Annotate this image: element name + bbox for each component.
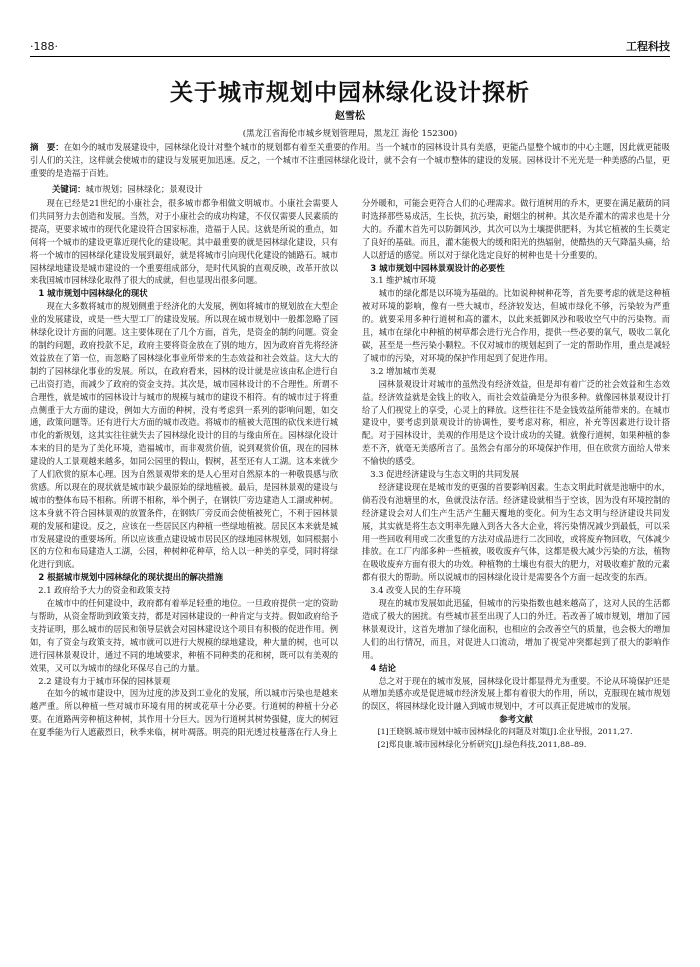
subsection-heading: 3.3 促进经济建设与生态文明的共同发展 [370,469,519,480]
body-paragraph: 经济建设现在是城市发的更强的首要影响因素。生态文明此时就是池塘中的水，倘若没有池塘里的水，鱼就没法存活。经济建设就相当于空该，因为没有环境控制的经济建设会对人们生产生活产生翻天覆地的变化。何为生态文明与经济建设共同发展，其实就是将生态文明率先融入到各大各大企业，将污染情况减少到最低，可以采用一些回收利用或二次重复的方法对成品进行二次回收，或将废弃物回收，气体减少排放。在工厂内部多种一些植被，吸收废弃气体，这都是极大减少污染的方法，植物在吸收废弃方面有很大的功效。种植物的土壤也有很大的肥力，对吸收难扩散的元素都有很大的帮助。所以说城市的园林绿化设计是需要各个方面一起改变的东西。 [362,481,670,583]
keywords-text: 城市规划；园林绿化；景观设计 [85,184,203,194]
body-paragraph: 现在已经是21世纪的小康社会，很多城市都争相做文明城市。小康社会需要人们共同努力去创造和发展。当然，对于小康社会的成功构建，不仅仅需要人民素质的提高，更要求城市的现代化建设符合国家标准，造福于人民。这就是所说的重点，如何将一个城市的建设更靠近现代化的建设呢。其中最重要的就是园林绿化建设，只有将一个城市的园林绿化建设发展到最好，就是将城市引向现代化建设的铺路石。城市园林绿地建设是城市建设的一个重要组成部分，是时代风貌的直观反映，改革开放以来我国城市园林绿化取得了很大的成就，但也显现出很多问题。 [30,198,338,286]
article-title: 关于城市规划中园林绿化设计探析 [170,80,530,106]
page-number: ·188· [30,40,58,53]
subsection-heading: 2.2 建设有力于城市环保的园林景观 [38,675,171,686]
body-paragraph: 城市的绿化都是以环境为基础的。比如说种树种花等，首先要考虑的就是这种植被对环境的影响，像有一些大城市，经济较发达，但城市绿化不够，污染较为严重的。就要采用多种行道树和高的灌木，以此来抵御风沙和吸收空气中的污染物。而且，城市在绿化中种植的树草都会进行光合作用，提供一些必要的氧气，吸收二氧化碳，甚至是一些污染小颗粒。不仅对城市的规划起到了一定的帮助作用，重点是减轻了城市的污染，对环境的保护作用起到了促进作用。 [362,288,670,363]
running-header [30,36,670,57]
reference-item: [2]郑良康.城市园林绿化分析研究[J].绿色科技,2011,88–89. [377,739,587,749]
journal-section: 工程科技 [626,40,670,53]
body-paragraph: 现在的城市发展如此迅猛，但城市的污染指数也越来越高了，这对人民的生活都造成了极大的困扰。有些城市甚至出现了人口的外迁。若改善了城市规划，增加了园林景观设计，这首先增加了绿化面积，也相应的会改善空气的质量，也会极大的增加人们的出行情况，而且，对促进人口流动，增加了视觉冲突都起到了很大的影响作用。 [362,598,670,660]
article-author: 赵雪松 [335,111,365,122]
section-heading: 2 根据城市规划中园林绿化的现状提出的解决措施 [38,572,224,583]
section-heading: 3 城市规划中园林景观设计的必要性 [370,262,505,273]
author-affiliation: (黑龙江省海伦市城乡规划管理局，黑龙江 海伦 152300) [242,129,458,139]
subsection-heading: 3.2 增加城市美观 [370,365,436,376]
subsection-heading: 3.1 维护城市环境 [370,275,436,286]
body-paragraph: 在城市中的任何建设中，政府都有着举足轻重的地位。一旦政府提供一定的资助与帮助，从资金帮助到政策支持，都是对园林建设的一种肯定与支持。假如政府给予支持证明，那么城市的居民和领导层就会对园林建设这个项目有积极的促进作用。例如，有了资金与政策支持，城市就可以进行大规模的绿地建设，种大量的树，也可以进行园林景观设计，通过不同的地域要求，种植不同种类的花和树，既可以有美观的效果，又可以为城市的绿化环保尽自己的力量。 [30,598,338,673]
subsection-heading: 2.1 政府给予大力的资金和政策支持 [38,585,171,596]
section-heading: 1 城市规划中园林绿化的现状 [38,288,148,299]
abstract-label: 摘 要： [30,142,64,152]
keywords [52,183,670,196]
body-paragraph: 分外暖和，可能会更符合人们的心理需求。做行道树用的乔木，更要在满足蔽荫的同时选择那些易成活，生长快，抗污染，耐烟尘的树种。其次是乔灌木的需求也是十分大的。乔灌木首先可以防御风沙，其次可以为土壤提供肥料，为其它植被的生长奠定了良好的基础。而且，灌木能极大的缓和阳光的热辐射，使酷热的天气降温头痛，给人以舒适的感觉。所以对于绿化选定良好的树种也是十分重要的。 [362,198,670,260]
body-column-right [362,197,670,751]
body-paragraph: 现在大多数将城市的规划侧重于经济化的大发展，例如将城市的规划放在大型企业的发展建设，或是一些大型工厂的建设发展。所以现在城市规划中一般都忽略了园林绿化设计方面的问题。这主要体现在了几个方面，首先，是资金的制约问题。资金的制约问题，政府投款不足，政府主要将资金放在了别的地方，因为政府首先将经济效益放在了第一位，而忽略了园林绿化事业所带来的生态效益和社会效益。这大大的制约了园林绿化事业的发展。所以，在政府看来，园林的设计就是应该由私企进行自己出资打造，而减少了政府的资金支持。其次是，城市园林设计的不合理性。所谓不合理性，就是城市的园林设计与城市的规模与城市的建设不相符。有的城市过于将重点侧重于大方面的建设，例如大方面的种树，没有考虑到一系列的影响问题，如交通，政策问题等。还有进行大方面的城市改造。将城市的植被大范围的砍伐来进行城市化的新规划，这其实往往就失去了园林绿化设计的目的与缘由所在。园林绿化设计本来的目的是为了美化环境，造福城市，而非观赏价值，说到观赏价值，现在的园林建设的人工景观越来越多，如同公园里的假山，假树，甚至还有人工湖。这本来就少了人们欣赏的原本心理。因为自然景观带来的是人心里对自然原本的一种敬畏感与欣赏感。所以现在的现状就是城市缺少最原始的绿地植被。最后，是园林景观的建设与城市的整体布局不相称。所谓不相称，举个例子，在钢铁厂旁边建造人工湖或种树。这本身就不符合园林景观的放置条件，在钢铁厂旁反而会使植被死亡，不利于园林景观的发展和建设。反之，应该在一些居民区内种植一些绿地植被。居民区本来就是城市发展建设的重要场所。所以应该重点建设城市居民区的绿地园林规划，如同根据小区的方位和布局建造人工湖，公园，种树种花种草，给人以一种美的享受，同时将绿化进行到底。 [30,301,338,570]
section-heading: 4 结论 [370,662,396,673]
body-paragraph: 园林景观设计对城市的虽然没有经济效益，但是却有着广泛的社会效益和生态效益。经济效益就是金钱上的收入，而社会效益确是分为很多种。就像园林景观设计打给了人们视觉上的享受，心灵上的释放。这些往往不是金钱效益所能带来的。在城市建设中，要考虑到景观设计的协调性，要考虑对称，相应，补充等因素进行设计搭配。对于园林设计，美观的作用是这个设计成功的关键。就像行道树，如果种植的参差不齐，就毫无美感所言了。虽然会有部分的环境保护作用，但在欣赏方面给人带来不愉快的感受。 [362,378,670,467]
abstract-text: 在如今的城市发展建设中，园林绿化设计对整个城市的规划都有着至关重要的作用。当一个城市的园林设计具有美感，更能凸显整个城市的中心主题，因此就更能吸引人们的关注，这样就会使城市的建设与发展更加迅速。反之，一个城市不注重园林绿化设计，就不会有一个城市整体的建设的发展。园林设计不光光是一种美感的凸显，更重要的是造福于百姓。 [30,142,670,178]
keywords-label: 关键词： [52,184,86,194]
subsection-heading: 3.4 改变人民的生存环境 [370,585,461,596]
abstract [30,141,670,180]
body-column-left [30,197,338,739]
body-paragraph: 在如今的城市建设中，因为过度的涉及到工业化的发展，所以城市污染也是越来越严重。所以种植一些对城市环境有用的树或花草十分必要。行道树的种植十分必要。在道路两旁种植这种树，其作用十分巨大。因为行道树其树势强健，庞大的树冠在夏季能为行人遮蔽烈日，秋季来临，树叶凋落。明亮的阳光透过枝蔓落在行人身上 [30,688,338,738]
body-paragraph: 总之对于现在的城市发展，园林绿化设计都显得尤为重要。不论从环境保护还是从增加美感亦或是促进城市经济发展上都有着很大的作用，所以，克服现在城市规划的误区，将园林绿化设计融入到城市规划中，才可以真正促进城市的发展。 [362,675,670,712]
reference-item: [1]王晓钢.城市规划中城市园林绿化的问题及对策[J].企业导报，2011,27. [377,727,633,737]
section-heading: 参考文献 [499,714,533,725]
